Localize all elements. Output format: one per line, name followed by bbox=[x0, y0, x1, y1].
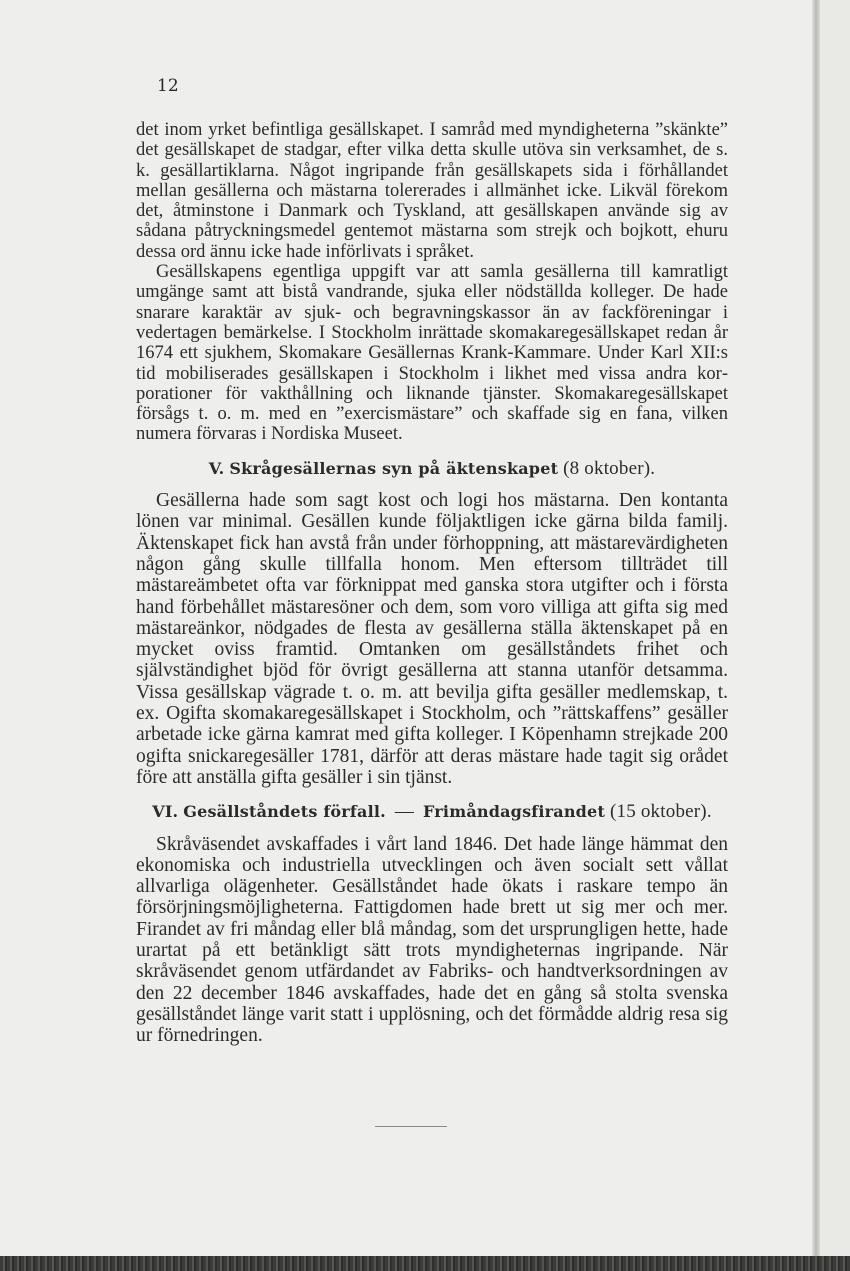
page-body bbox=[136, 120, 728, 1046]
section-heading-vi bbox=[136, 802, 728, 822]
page-gutter bbox=[812, 0, 820, 1256]
scanner-bed-edge bbox=[0, 1256, 850, 1271]
section-title: Skrågesällernas syn på äktenskapet bbox=[229, 458, 559, 478]
paragraph-gesallskapens-uppgift: Gesällskapens egentliga uppgift var att samla gesällerna till kamratligt umgänge samt att bistå vandrande, sjuka eller nödställda kolleger. De hade snarare karaktär av sjuk- och begravningskassor än av fackföreningar i vedertagen bemärkelse. I Stockholm inrättade skomakaregesällskapet redan år 1674 ett sjukhem, Skomakare Gesällernas Krank-Kammare. Under Karl XII:s tid mobiliserades gesällskapen i Stockholm i likhet med vissa andra korporationer för vakthållning och liknande tjänster. Skomakaregesällskapet försågs t. o. m. med en ”exercismästare” och skaffade sig en fana, vilken numera förvaras i Nordiska Museet. bbox=[136, 262, 728, 445]
section-number: V. bbox=[208, 458, 225, 478]
section-title: Gesällståndets förfall. bbox=[183, 802, 386, 822]
section-date: (8 oktober). bbox=[563, 457, 656, 479]
page-number: 12 bbox=[157, 76, 179, 96]
paragraph-skravasendet: Skråväsendet avskaffades i vårt land 1846. Det hade länge hämmat den ekonomiska och industriella utvecklingen och även socialt sett vållat allvarliga olägenheter. Gesällståndet hade ökats i raskare tempo än försörjningsmöjligheterna. Fattigdomen hade brett ut sig mer och mer. Firandet av fri måndag eller blå måndag, som det ursprungligen hette, hade urartat på ett betänkligt sätt trots myndigheternas ingripande. När skråväsendet genom utfärdandet av Fabriks- och handtverksordningen av den 22 december 1846 avskaffades, hade det en gång så stolta svenska gesällståndet länge varit statt i upplösning, och det förmådde aldrig resa sig ur förnedringen. bbox=[136, 833, 728, 1047]
paragraph-continuation: det inom yrket befintliga gesällskapet. I samråd med myndigheterna ”skänkte” det gesällskapet de stadgar, efter vilka detta skulle utöva sin verksamhet, de s. k. gesällartiklarna. Något ingripande från gesällskapets sida i förhållandet mellan gesällerna och mästarna tolererades i allmänhet icke. Likväl förekom det, åtminstone i Danmark och Tyskland, att gesällskapen använde sig av sådana påtryckningsmedel gentemot mästarna som strejk och bojkott, ehuru dessa ord ännu icke hade införlivats i språket. bbox=[136, 120, 728, 262]
section-heading-v bbox=[136, 459, 728, 479]
paragraph-aktenskap: Gesällerna hade som sagt kost och logi hos mästarna. Den kontanta lönen var minimal. Gesällen kunde följaktligen icke gärna bilda familj. Äktenskapet fick han avstå från under förhoppning, att mästarevärdigheten någon gång skulle tillfalla honom. Men eftersom tillträdet till mästareämbetet ofta var förknippat med ganska stora utgifter och i första hand förbehållet mästaresöner och dem, som voro villiga att gifta sig med mästareänkor, nödgades de flesta av gesällerna ställa äktenskapet på en mycket oviss framtid. Omtanken om gesällståndets frihet och självständighet bjöd för övrigt gesällerna att stanna utanför detsamma. Vissa gesällskap vägrade t. o. m. att bevilja gifta gesäller medlemskap, t. ex. Ogifta skomakaregesällskapet i Stockholm, och ”rättskaffens” gesäller arbetade icke gärna kamrat med gifta kolleger. I Köpenhamn strejkade 200 ogifta snickaregesäller 1781, därför att deras mästare hade tagit sig orådet före att anställa gifta gesäller i sin tjänst. bbox=[136, 490, 728, 788]
section-date: (15 oktober). bbox=[609, 801, 712, 823]
section-number: VI. bbox=[152, 802, 179, 822]
section-separator: — bbox=[394, 801, 415, 823]
adjacent-page-edge bbox=[820, 0, 850, 1256]
section-subtitle: Frimåndagsfirandet bbox=[423, 802, 606, 822]
end-rule bbox=[375, 1126, 447, 1127]
